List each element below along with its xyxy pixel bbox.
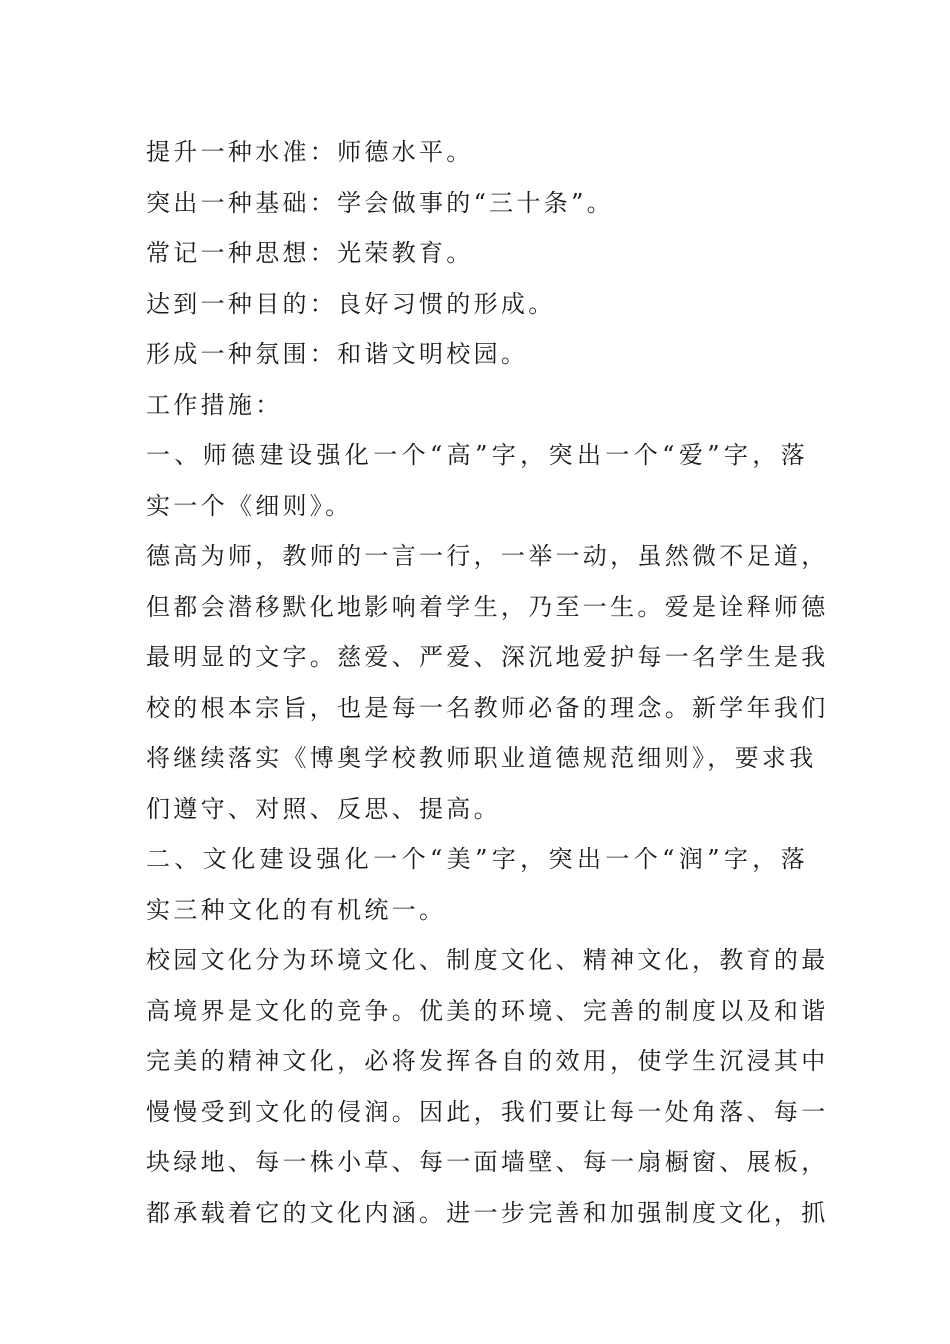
text-line: 突出一种基础：学会做事的“三十条”。 (146, 188, 614, 217)
text-line: 块绿地、每一株小草、每一面墙壁、每一扇橱窗、展板， (146, 1148, 829, 1176)
text-line: 慢慢受到文化的侵润。因此，我们要让每一处角落、每一 (146, 1097, 829, 1126)
text-line: 提升一种水准：师德水平。 (146, 138, 474, 166)
text-line: 校园文化分为环境文化、制度文化、精神文化，教育的最 (146, 946, 829, 974)
text-line: 一、师德建设强化一个“高”字，突出一个“爱”字，落 (146, 441, 808, 469)
text-line: 工作措施： (146, 390, 283, 419)
text-line: 将继续落实《博奥学校教师职业道德规范细则》，要求我 (146, 744, 817, 772)
text-line: 但都会潜移默化地影响着学生，乃至一生。爱是诠释师德 (146, 592, 829, 621)
text-line: 们遵守、对照、反思、提高。 (146, 794, 501, 823)
text-line: 都承载着它的文化内涵。进一步完善和加强制度文化，抓 (146, 1198, 829, 1227)
text-line: 校的根本宗旨，也是每一名教师必备的理念。新学年我们 (146, 693, 829, 722)
text-line: 完美的精神文化，必将发挥各自的效用，使学生沉浸其中 (146, 1047, 829, 1075)
text-line: 德高为师，教师的一言一行，一举一动，虽然微不足道， (146, 542, 829, 570)
text-line: 实一个《细则》。 (146, 491, 353, 520)
text-line: 达到一种目的：良好习惯的形成。 (146, 289, 556, 318)
text-line: 高境界是文化的竞争。优美的环境、完善的制度以及和谐 (146, 996, 829, 1025)
text-line: 最明显的文字。慈爱、严爱、深沉地爱护每一名学生是我 (146, 643, 829, 671)
document-body (146, 127, 829, 1238)
text-line: 二、文化建设强化一个“美”字，突出一个“润”字，落 (146, 845, 808, 873)
text-line: 形成一种氛围：和谐文明校园。 (146, 340, 529, 368)
text-line: 实三种文化的有机统一。 (146, 895, 447, 924)
text-line: 常记一种思想：光荣教育。 (146, 239, 474, 267)
